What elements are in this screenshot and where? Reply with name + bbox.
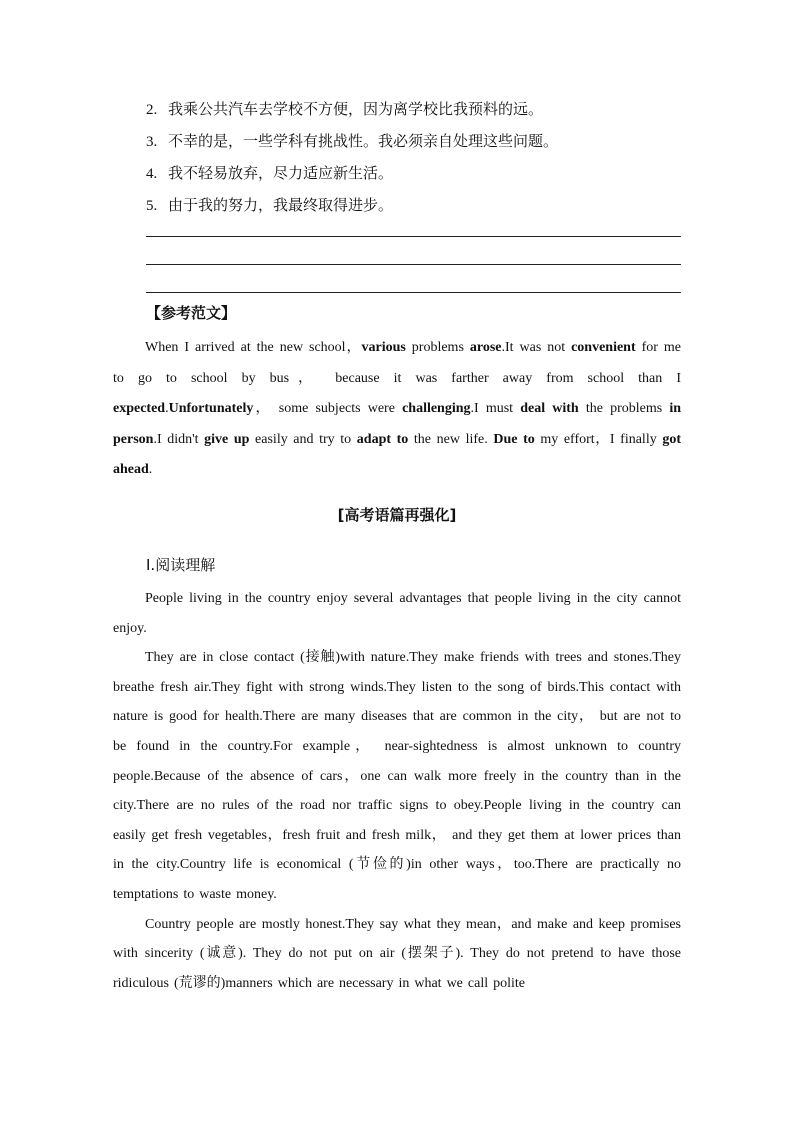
key-phrase: Unfortunately (168, 401, 254, 416)
key-phrase: challenging (402, 401, 471, 416)
part-heading: Ⅰ.阅读理解 (146, 556, 216, 574)
list-item (146, 94, 706, 126)
key-phrase: arose (469, 340, 502, 355)
key-phrase: give up (204, 431, 250, 447)
item-text: 我不轻易放弃，尽力适应新生活。 (168, 164, 394, 182)
item-text: 我乘公共汽车去学校不方便，因为离学校比我预料的远。 (168, 100, 544, 118)
list-item (146, 126, 706, 158)
key-phrase: Due to (493, 431, 535, 447)
essay-text: problems (405, 340, 470, 355)
reference-heading: 【参考范文】 (146, 304, 237, 322)
key-phrase: deal with (520, 401, 579, 416)
essay-text: When I arrived at the new school， (145, 340, 362, 355)
list-item (146, 190, 706, 222)
reading-paragraph: Country people are mostly honest.They say what they mean，and make and keep promises with sincerity (诚意). They do not put on air (摆架子). They do not pretend to have those ridiculous (荒谬的)manners which are necessary in what we call polite (113, 916, 681, 991)
key-phrase: various (361, 340, 406, 355)
reference-paragraph (113, 333, 681, 486)
essay-text: .I didn't (153, 431, 205, 447)
translation-exercise-list (146, 94, 706, 222)
reading-paragraph: They are in close contact (接触)with nature.They make friends with trees and stones.They breathe fresh air.They fight with strong winds.They listen to the song of birds.This contact with nature is good for health.There are many diseases that are common in the city， but are not to be found in the country.For example， near-sightedness is almost unknown to country people.Because of the absence of cars，one can walk more freely in the country than in the city.There are no rules of the road nor traffic signs to obey.People living in the country can easily get fresh vegetables，fresh fruit and fresh milk， and they get them at lower prices than in the city.Country life is economical (节俭的)in other ways，too.There are practically no temptations to waste money. (113, 650, 681, 902)
answer-line (146, 264, 681, 265)
reference-essay (113, 333, 681, 486)
essay-text: . (165, 401, 169, 416)
item-text: 由于我的努力，我最终取得进步。 (168, 196, 394, 214)
essay-text: the problems (578, 401, 670, 416)
key-phrase: in person (113, 401, 681, 447)
essay-text: .I must (470, 401, 521, 416)
item-number: 3. (146, 134, 158, 150)
list-item (146, 158, 706, 190)
key-phrase: got ahead (113, 431, 681, 477)
essay-text: .It was not (501, 340, 572, 355)
item-number: 2. (146, 102, 158, 118)
essay-text: my effort，I finally (534, 431, 663, 447)
essay-text: . (148, 462, 153, 477)
essay-text: ， some subjects were (253, 401, 403, 416)
essay-text: the new life. (408, 431, 494, 447)
item-number: 4. (146, 166, 158, 182)
key-phrase: adapt to (356, 431, 409, 447)
section-title: [高考语篇再强化] (337, 506, 457, 524)
reading-paragraph: People living in the country enjoy several advantages that people living in the city cannot enjoy. (113, 591, 681, 636)
key-phrase: expected (113, 401, 166, 416)
answer-line (146, 292, 681, 293)
reading-passage (113, 584, 681, 998)
answer-line (146, 236, 681, 237)
essay-text: for me to go to school by bus， because it was farther away from school than I (113, 340, 681, 386)
item-number: 5. (146, 198, 158, 214)
key-phrase: convenient (571, 340, 636, 355)
essay-text: easily and try to (249, 431, 357, 447)
item-text: 不幸的是，一些学科有挑战性。我必须亲自处理这些问题。 (168, 132, 559, 150)
